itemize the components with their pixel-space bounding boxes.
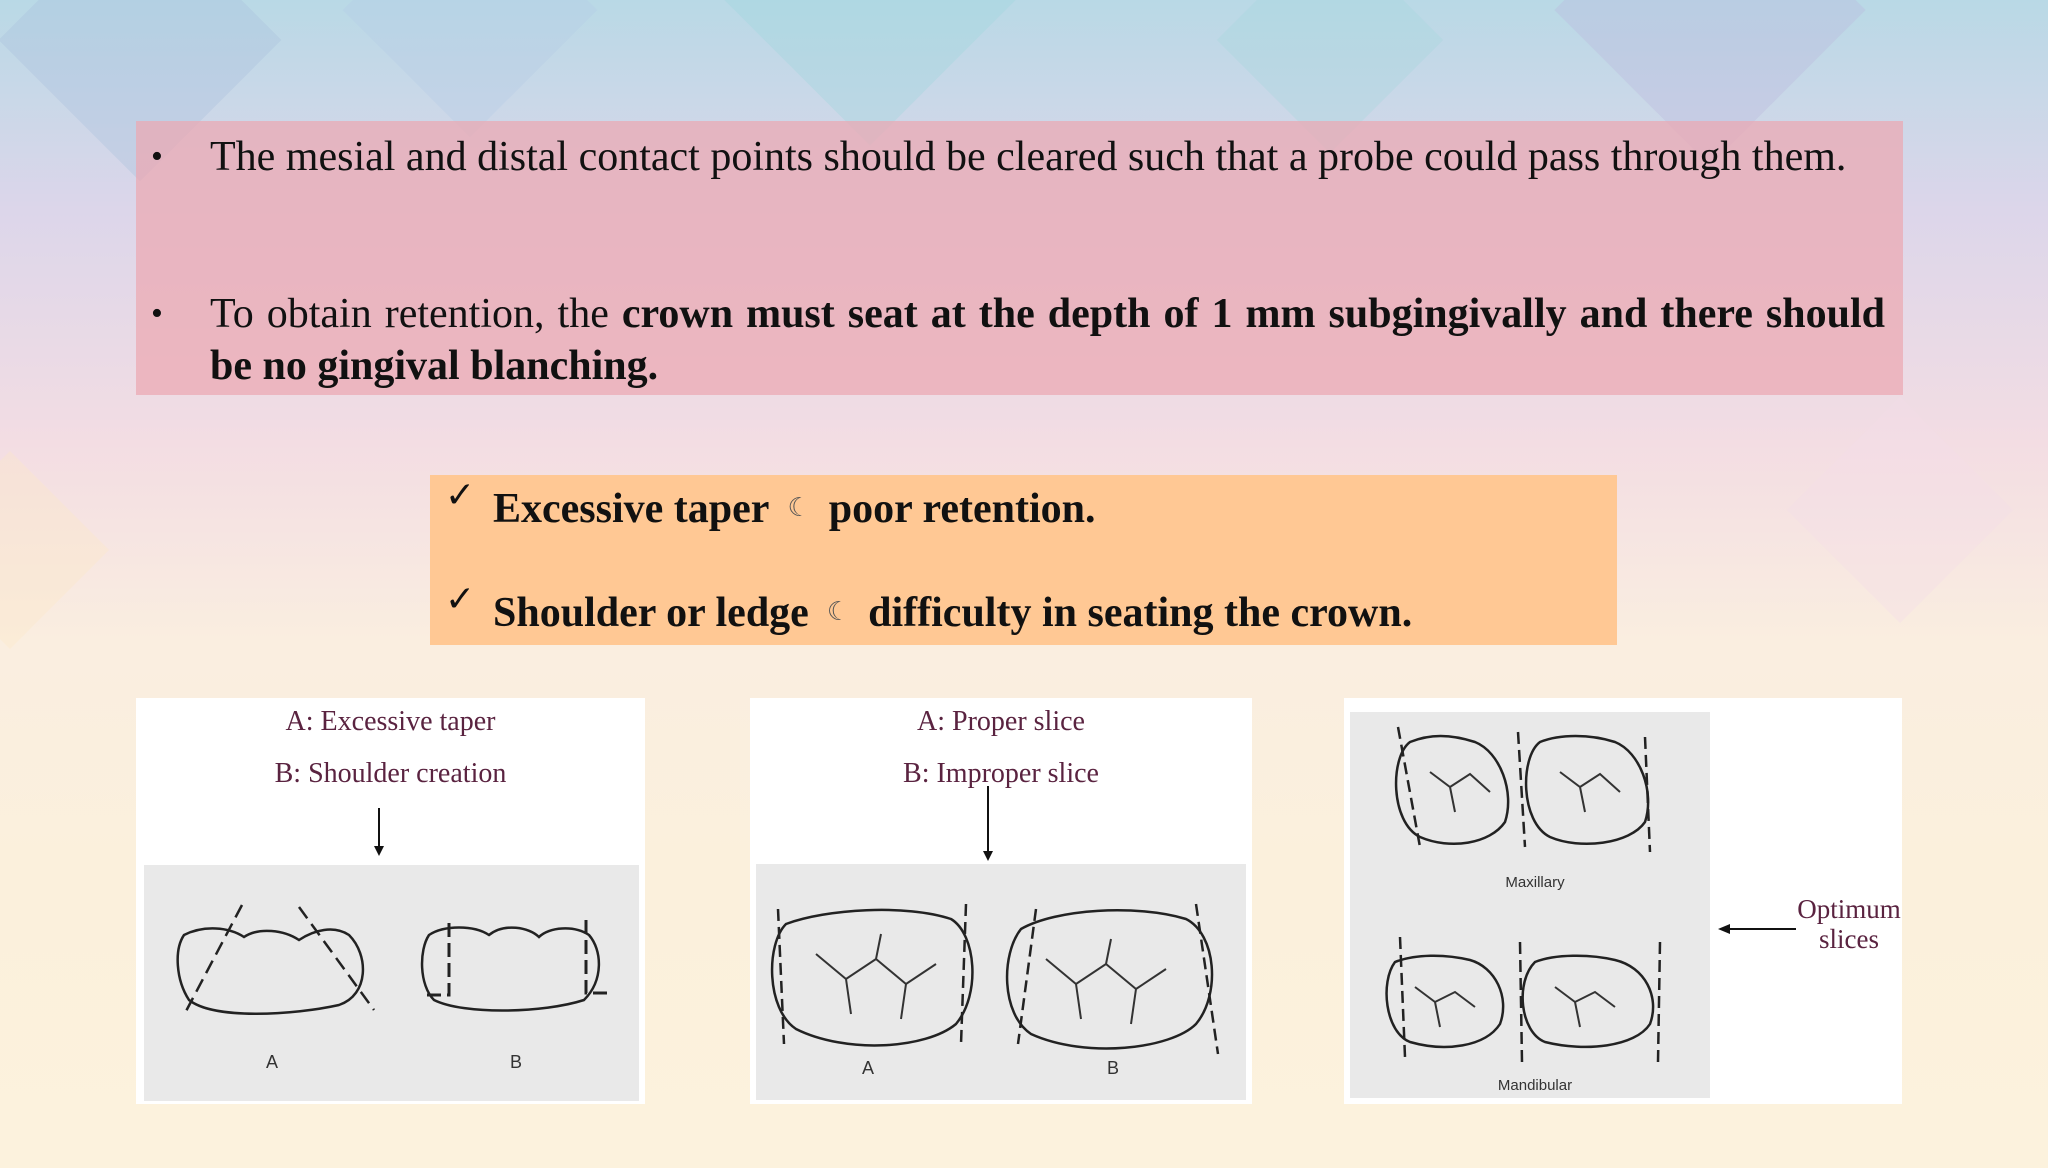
figure-caption: A: Proper slice	[917, 706, 1085, 737]
bullet-text-bold: crown must seat at the depth of 1 mm subgingivally and there should be no gingival blanching.	[210, 291, 1885, 389]
figure-excessive-taper	[136, 698, 645, 1104]
bullet-text	[210, 288, 1885, 392]
check-right: poor retention.	[828, 486, 1096, 532]
check-left: Excessive taper	[493, 486, 770, 532]
check-item	[445, 475, 1096, 533]
figure-caption: B: Shoulder creation	[274, 758, 507, 789]
label-mandibular: Mandibular	[1497, 1077, 1573, 1094]
tooth-drawing	[756, 864, 1246, 1100]
figure-slice	[750, 698, 1252, 1104]
check-left: Shoulder or ledge	[493, 590, 809, 636]
annotation-optimum-slices: Optimum slices	[1797, 894, 1901, 954]
bg-diamond	[1787, 397, 2013, 623]
bullet-dot: •	[151, 138, 163, 175]
check-item	[445, 579, 1413, 637]
bullet-item	[145, 131, 1885, 183]
bullet-item	[145, 288, 1885, 392]
moon-icon: ☾	[787, 493, 811, 523]
figure-optimum-slices	[1344, 698, 1902, 1104]
bullet-text-normal: To obtain retention, the	[210, 291, 622, 337]
bullet-text-normal: The mesial and distal contact points should be cleared such that a probe could pass through them.	[210, 134, 1847, 180]
label-b: B	[1106, 1058, 1120, 1078]
moon-icon: ☾	[826, 597, 851, 627]
check-text	[493, 486, 1096, 532]
tooth-drawing	[144, 865, 639, 1101]
tooth-sketch	[144, 865, 639, 1101]
label-a: A	[861, 1058, 875, 1078]
checkmark-icon: ✓	[445, 475, 476, 516]
figure-caption: B: Improper slice	[903, 758, 1099, 789]
figure-caption: A: Excessive taper	[285, 706, 496, 737]
label-b: B	[509, 1052, 523, 1072]
label-maxillary: Maxillary	[1505, 874, 1565, 891]
checkmark-icon: ✓	[445, 579, 476, 620]
bullet-dot: •	[151, 295, 163, 332]
bg-diamond	[0, 451, 109, 649]
bg-diamond	[343, 0, 598, 137]
check-right: difficulty in seating the crown.	[868, 590, 1413, 636]
check-text	[493, 590, 1412, 636]
label-a: A	[265, 1052, 279, 1072]
bullet-text	[210, 131, 1885, 183]
tooth-sketch	[756, 864, 1246, 1100]
